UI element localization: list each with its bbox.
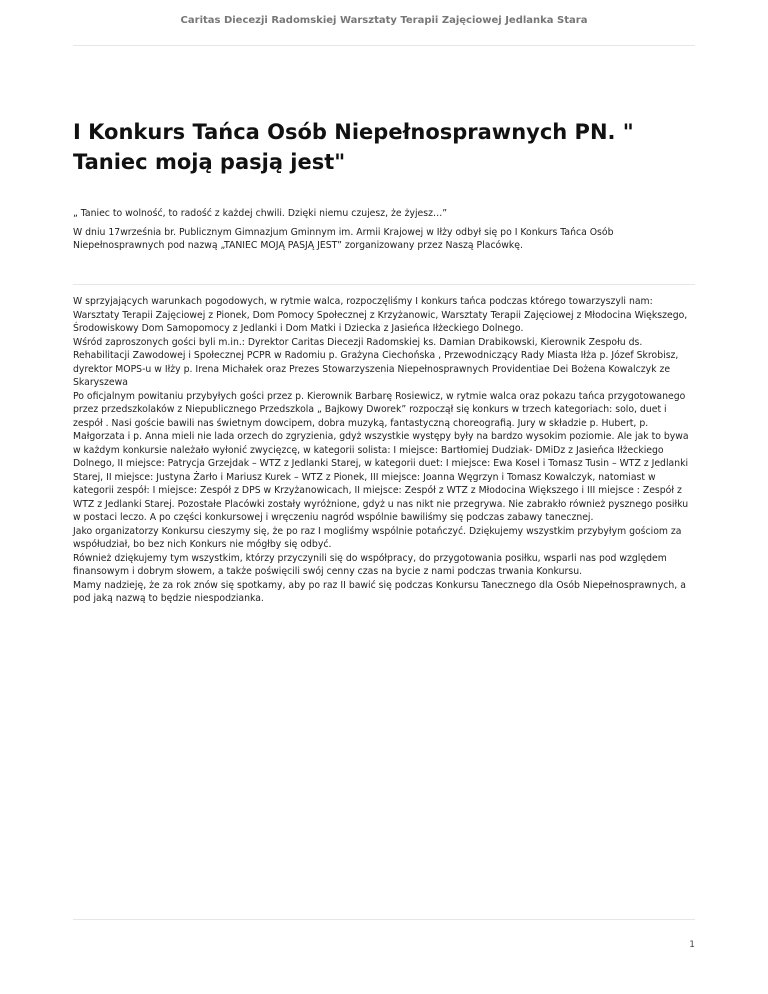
article-body — [73, 295, 695, 606]
article-quote: „ Taniec to wolność, to radość z każdej chwili. Dzięki niemu czujesz, że żyjesz…” — [73, 208, 448, 219]
paragraph-competition: Po oficjalnym powitaniu przybyłych gości przez p. Kierownik Barbarę Rosiewicz, w rytmie walca oraz pokazu tańca przygotowanego przez przedszkolaków z Niepublicznego Przedszkola „ Bajkowy Dworek” rozpoczął się konkurs w trzech kategoriach: solo, duet i zespół . Nasi goście bawili nas świetnym dowcipem, dobra muzyką, fantastyczną choreografią. Jury w składzie p. Hubert, p. Małgorzata i p. Anna mieli nie lada orzech do zgryzienia, gdyż wszystkie występy były na bardzo wysokim poziomie. Ale jak to bywa w każdym konkursie należało wyłonić zwycięzcę, w kategorii solista: I miejsce: Bartłomiej Dudziak- DMiDz z Jasieńca Iłżeckiego Dolnego, II miejsce: Patrycja Grzejdak – WTZ z Jedlanki Starej, w kategorii duet: I miejsce: Ewa Kosel i Tomasz Tusin – WTZ z Jedlanki Starej, II miejsce: Justyna Żarło i Mariusz Kurek – WTZ z Pionek, III miejsce: Joanna Węgrzyn i Tomasz Kowalczyk, natomiast w kategorii zespół: I miejsce: Zespół z DPS w Krzyżanowicach, II miejsce: Zespół z WTZ z Młodocina Większego i III miejsce : Zespół z WTZ z Jedlanki Starej. Pozostałe Placówki zostały wyróżnione, gdyż u nas nikt nie przegrywa. Nie zabrakło również pysznego posiłku w postaci leczo. A po części konkursowej i wręczeniu nagród wspólnie bawiliśmy się podczas zabawy tanecznej. — [73, 390, 689, 523]
footer-divider — [73, 919, 695, 920]
paragraph-participants: Warsztaty Terapii Zajęciowej z Pionek, Dom Pomocy Społecznej z Krzyżanowic, Warsztaty Terapii Zajęciowej z Młodocina Większego, Środowiskowy Dom Samopomocy z Jedlanki i Dom Matki i Dziecka z Jasieńca Iłżeckiego Dolnego. — [73, 309, 688, 334]
section-divider — [73, 284, 695, 285]
header-divider — [73, 45, 695, 46]
paragraph-thanks-guests: Jako organizatorzy Konkursu cieszymy się, że po raz I mogliśmy wspólnie potańczyć. Dziękujemy wszystkim przybyłym gościom za współudział, bo bez nich Konkurs nie mógłby się odbyć. — [73, 525, 682, 550]
article-title: I Konkurs Tańca Osób Niepełnosprawnych PN. " Taniec moją pasją jest" — [73, 120, 634, 174]
paragraph-opening: W sprzyjających warunkach pogodowych, w rytmie walca, rozpoczęliśmy I konkurs tańca podczas którego towarzyszyli nam: — [73, 296, 653, 307]
page-number: 1 — [689, 940, 695, 950]
paragraph-thanks-support: Również dziękujemy tym wszystkim, którzy przyczynili się do współpracy, do przygotowania posiłku, wsparli nas pod względem finansowym i dobrym słowem, a także poświęcili swój cenny czas na bycie z nami podczas trwania Konkursu. — [73, 552, 667, 577]
article-intro: W dniu 17września br. Publicznym Gimnazjum Gminnym im. Armii Krajowej w Iłży odbył się po I Konkurs Tańca Osób Niepełnosprawnych pod nazwą „TANIEC MOJĄ PASJĄ JEST” zorganizowany przez Naszą Placówkę. — [73, 227, 614, 252]
paragraph-guests: Wśród zaproszonych gości byli m.in.: Dyrektor Caritas Diecezji Radomskiej ks. Damian Drabikowski, Kierownik Zespołu ds. Rehabilitacji Zawodowej i Społecznej PCPR w Radomiu p. Grażyna Ciechońska , Przewodniczący Rady Miasta Iłża p. Józef Skrobisz, dyrektor MOPS-u w Iłży p. Irena Michałek oraz Prezes Stowarzyszenia Niepełnosprawnych Providentiae Dei Bożena Kowalczyk ze Skaryszewa — [73, 336, 679, 388]
paragraph-closing: Mamy nadzieję, że za rok znów się spotkamy, aby po raz II bawić się podczas Konkursu Tanecznego dla Osób Niepełnosprawnych, a pod jaką nazwą to będzie niespodzianka. — [73, 579, 686, 604]
page-header: Caritas Diecezji Radomskiej Warsztaty Terapii Zajęciowej Jedlanka Stara — [180, 15, 588, 26]
